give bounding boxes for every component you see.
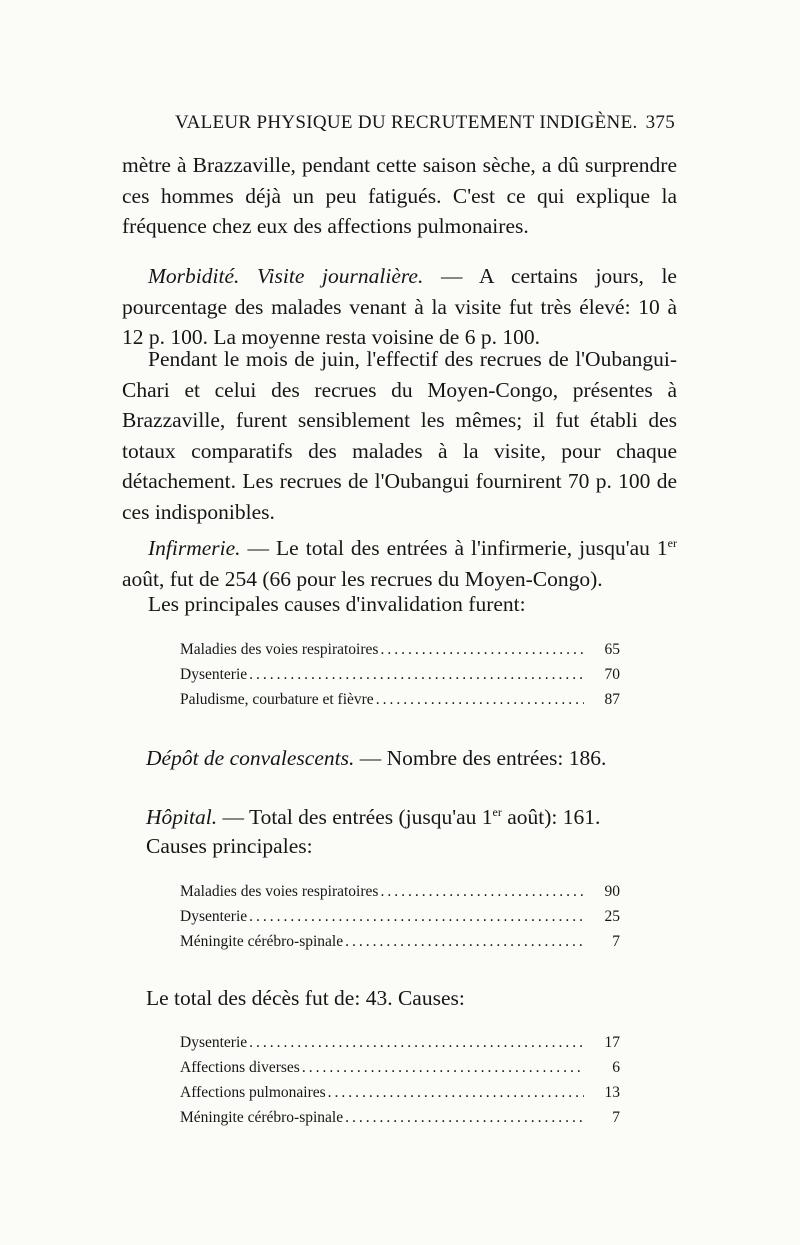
page-number: 375 [645, 112, 675, 133]
hopital-text-b: août): 161. [501, 805, 601, 829]
table-row [180, 929, 620, 954]
depot-text: — Nombre des entrées: 186. [354, 746, 607, 770]
section-lead-depot: Dépôt de convalescents. [146, 746, 355, 770]
row-value: 17 [604, 1034, 620, 1051]
row-value: 7 [612, 933, 620, 950]
paragraph-depot [146, 743, 676, 774]
row-label: Maladies des voies respiratoires [180, 883, 379, 900]
table-row [180, 904, 620, 929]
leader-dots [249, 662, 584, 687]
row-value: 87 [604, 691, 620, 708]
paragraph-morbidite-text: — A certains jours, le pourcentage des malades venant à la visite fut très élevé: 10 à 12 p. 100. La moyenne resta voisine de 6 p. 100. [122, 264, 677, 349]
paragraph-causes-intro: Les principales causes d'invalidation furent: [148, 592, 526, 616]
row-label: Paludisme, courbature et fièvre [180, 691, 374, 708]
row-value: 25 [604, 908, 620, 925]
paragraph-morbidite [122, 261, 677, 353]
paragraph-continuation: mètre à Brazzaville, pendant cette saison sèche, a dû surprendre ces hommes déjà un peu fatigués. C'est ce qui explique la fréquence chez eux des affections pulmonaires. [122, 153, 677, 238]
row-value: 70 [604, 666, 620, 683]
table-row [180, 879, 620, 904]
row-label: Dysenterie [180, 1034, 248, 1051]
leader-dots [302, 1055, 584, 1080]
hopital-text-a: — Total des entrées (jusqu'au 1 [217, 805, 493, 829]
causes-principales-label: Causes principales: [146, 834, 313, 858]
superscript-er: er [492, 805, 502, 819]
leader-dots [376, 687, 584, 712]
leader-dots [249, 1030, 584, 1055]
leader-dots [328, 1080, 584, 1105]
paragraph-juin: Pendant le mois de juin, l'effectif des recrues de l'Oubangui-Chari et celui des recrues du Moyen-Congo, présentes à Brazzaville, furent sensiblement les mêmes; il fut établi des totaux comparatifs des malades à la visite, pour chaque détachement. Les recrues de l'Oubangui fournirent 70 p. 100 de ces indisponibles. [122, 347, 677, 524]
table-row [180, 1030, 620, 1055]
row-label: Dysenterie [180, 908, 248, 925]
leader-dots [380, 879, 584, 904]
section-lead-hopital: Hôpital. [146, 805, 218, 829]
row-label: Maladies des voies respiratoires [180, 641, 379, 658]
table-row [180, 687, 620, 712]
table-row [180, 662, 620, 687]
running-title: VALEUR PHYSIQUE DU RECRUTEMENT INDIGÈNE. [175, 112, 638, 133]
section-lead-morbidite: Morbidité. Visite journalière. [148, 264, 424, 288]
row-value: 13 [604, 1084, 620, 1101]
row-value: 7 [612, 1109, 620, 1126]
row-label: Dysenterie [180, 666, 248, 683]
paragraph-infirmerie [122, 533, 677, 594]
leader-dots [249, 904, 584, 929]
row-value: 65 [604, 641, 620, 658]
table-hopital-causes [180, 879, 620, 954]
leader-dots [345, 929, 584, 954]
paragraph-deces: Le total des décès fut de: 43. Causes: [146, 986, 465, 1010]
row-label: Affections pulmonaires [180, 1084, 326, 1101]
running-header [175, 112, 675, 134]
leader-dots [345, 1105, 584, 1130]
infirmerie-text-b: août, fut de 254 (66 pour les recrues du Moyen-Congo). [122, 566, 603, 591]
row-value: 90 [604, 883, 620, 900]
table-row [180, 1055, 620, 1080]
table-row [180, 637, 620, 662]
section-lead-infirmerie: Infirmerie. [148, 536, 241, 560]
row-value: 6 [612, 1059, 620, 1076]
row-label: Méningite cérébro-spinale [180, 933, 344, 950]
superscript-er: er [667, 536, 677, 550]
table-row [180, 1080, 620, 1105]
table-row [180, 1105, 620, 1130]
infirmerie-text-a: — Le total des entrées à l'infirmerie, jusqu'au 1 [240, 536, 668, 560]
table-invalidation-causes [180, 637, 620, 712]
leader-dots [380, 637, 584, 662]
table-deces-causes [180, 1030, 620, 1130]
paragraph-hopital [146, 802, 676, 833]
row-label: Méningite cérébro-spinale [180, 1109, 344, 1126]
row-label: Affections diverses [180, 1059, 300, 1076]
